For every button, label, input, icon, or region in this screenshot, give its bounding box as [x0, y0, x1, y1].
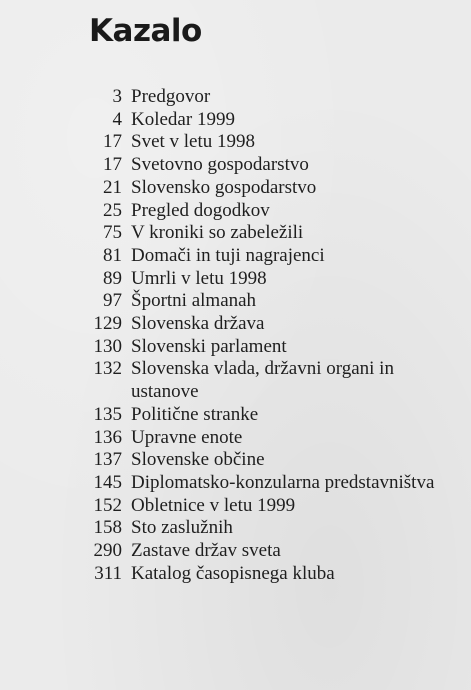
- table-of-contents: [70, 86, 450, 585]
- toc-page-number: 17: [103, 131, 122, 153]
- toc-page-number: 135: [93, 403, 122, 425]
- toc-entry-title: Upravne enote: [131, 426, 243, 448]
- toc-entry: [70, 109, 450, 132]
- toc-page-number: 17: [103, 154, 122, 176]
- toc-page-number: 4: [112, 108, 122, 130]
- toc-entry: [70, 86, 450, 109]
- toc-entry-title: Obletnice v letu 1999: [131, 494, 296, 516]
- toc-entry-title: Slovenski parlament: [131, 335, 287, 357]
- toc-entry: [70, 177, 450, 200]
- toc-page-number: 25: [103, 199, 122, 221]
- toc-page-number: 152: [93, 494, 122, 516]
- toc-entry-title: Svetovno gospodarstvo: [131, 154, 309, 176]
- toc-entry-title: Sto zaslužnih: [131, 517, 233, 539]
- toc-page-number: 137: [93, 449, 122, 471]
- toc-entry: [70, 290, 450, 313]
- toc-entry: [70, 131, 450, 154]
- toc-entry-title: Katalog časopisnega kluba: [131, 562, 335, 584]
- toc-page-number: 3: [112, 86, 122, 107]
- toc-entry: [70, 517, 450, 540]
- toc-entry-title: Predgovor: [131, 86, 211, 107]
- toc-entry: [70, 540, 450, 563]
- toc-entry: [70, 472, 450, 495]
- toc-entry: [70, 427, 450, 450]
- toc-entry-title: Domači in tuji nagrajenci: [131, 244, 325, 266]
- toc-entry-title: Umrli v letu 1998: [131, 267, 267, 289]
- toc-page-number: 89: [103, 267, 122, 289]
- toc-entry: [70, 563, 450, 586]
- toc-entry-title: Svet v letu 1998: [131, 131, 256, 153]
- toc-entry: [70, 336, 450, 359]
- toc-entry-title: Športni almanah: [131, 290, 257, 312]
- toc-entry: [70, 222, 450, 245]
- toc-page-number: 290: [93, 540, 122, 562]
- toc-page-number: 145: [93, 471, 122, 493]
- toc-entry-title: V kroniki so zabeležili: [131, 222, 304, 244]
- toc-entry-title: Pregled dogodkov: [131, 199, 270, 221]
- toc-entry: [70, 245, 450, 268]
- toc-page-number: 311: [94, 562, 122, 584]
- toc-page-number: 129: [93, 313, 122, 335]
- toc-entry: [70, 449, 450, 472]
- toc-entry: [70, 404, 450, 427]
- toc-page-number: 75: [103, 222, 122, 244]
- toc-entry: [70, 154, 450, 177]
- toc-entry-title: Diplomatsko-konzularna predstavništva: [131, 471, 435, 493]
- toc-page-number: 21: [103, 176, 122, 198]
- toc-entry: [70, 358, 450, 403]
- toc-entry-title: Slovensko gospodarstvo: [131, 176, 317, 198]
- toc-entry-title: Zastave držav sveta: [131, 540, 281, 562]
- toc-page-number: 136: [93, 426, 122, 448]
- toc-entry: [70, 313, 450, 336]
- page-title: Kazalo: [89, 13, 202, 49]
- toc-entry-title: Slovenska vlada, državni organi in ustanove: [131, 358, 394, 403]
- toc-page-number: 81: [103, 244, 122, 266]
- toc-entry-title: Politične stranke: [131, 403, 259, 425]
- toc-entry-title: Slovenske občine: [131, 449, 265, 471]
- toc-entry-title: Koledar 1999: [131, 108, 235, 130]
- toc-entry: [70, 200, 450, 223]
- toc-page-number: 130: [93, 335, 122, 357]
- toc-page-number: 132: [93, 358, 122, 380]
- toc-page-number: 158: [93, 517, 122, 539]
- toc-entry: [70, 495, 450, 518]
- toc-page-number: 97: [103, 290, 122, 312]
- toc-entry-title: Slovenska država: [131, 313, 265, 335]
- toc-entry: [70, 268, 450, 291]
